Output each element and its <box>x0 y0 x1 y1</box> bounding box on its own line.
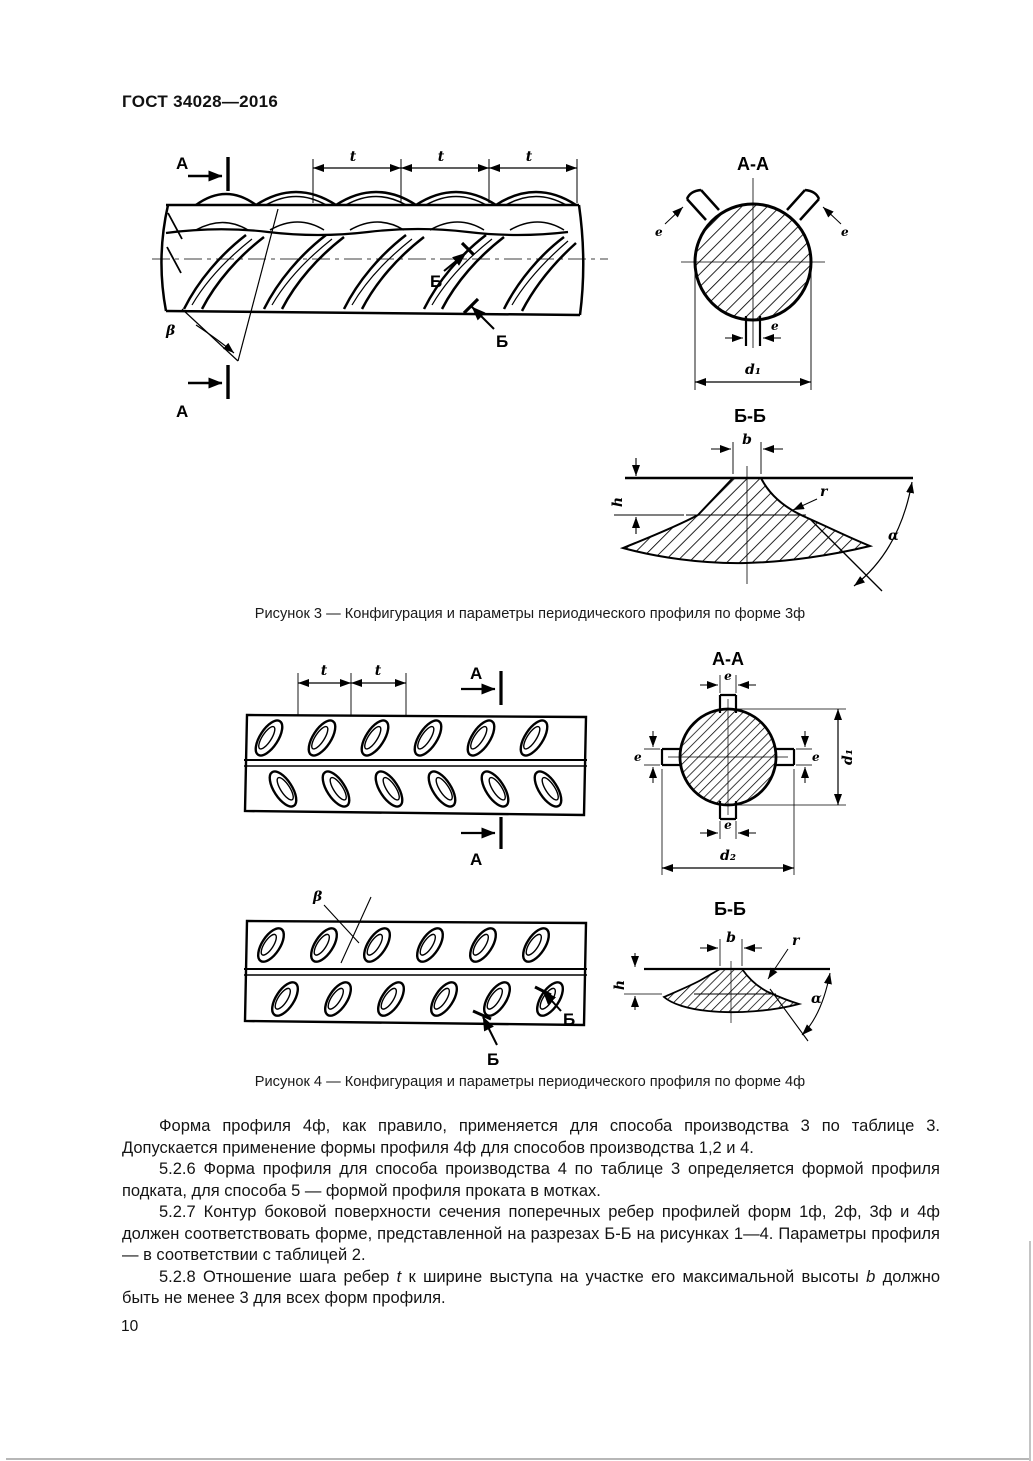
dim-label-e: e <box>655 225 663 239</box>
figure3-main-view <box>138 143 638 438</box>
dim-label-e: e <box>634 750 642 764</box>
figure4-caption: Рисунок 4 — Конфигурация и параметры периодического профиля по форме 4ф <box>254 1074 806 1090</box>
figure3-caption: Рисунок 3 — Конфигурация и параметры периодического профиля по форме 3ф <box>254 606 806 622</box>
dim-e-right <box>796 731 812 783</box>
section-label-b: Б <box>563 1010 576 1029</box>
paragraph-5-2-7: 5.2.7 Контур боковой поверхности сечения поперечных ребер профилей форм 1ф, 2ф, 3ф и 4ф должен соответствовать форме, представленной на разрезах Б-Б на рисунках 1—4. Параметры профиля — в соответствии с таблицей 2. <box>122 1203 940 1264</box>
longitudinal-rib <box>244 760 587 766</box>
standard-header: ГОСТ 34028—2016 <box>122 92 279 111</box>
section-title-aa: А-А <box>737 154 769 174</box>
dim-label-t: t <box>349 149 357 165</box>
alpha-flank-line <box>770 989 808 1041</box>
dim-label-beta: β <box>313 889 323 905</box>
crescent-ribs-bottom-row <box>265 767 567 810</box>
dim-label-t: t <box>437 149 445 165</box>
rib-stub-upper-right <box>787 190 819 220</box>
cross-section-circle <box>681 178 825 348</box>
dim-label-alpha: α <box>888 528 899 544</box>
paragraph-5-2-6: 5.2.6 Форма профиля для способа производства 4 по таблице 3 определяется формой профиля подката, для способа 5 — формой профиля проката в мотках. <box>122 1160 940 1200</box>
section-marker-a-top <box>188 157 228 191</box>
dim-h <box>624 953 662 1010</box>
dim-label-d1: d₁ <box>840 749 856 765</box>
figure4-section-aa <box>628 643 933 908</box>
dim-label-r: r <box>792 933 800 949</box>
r-leader <box>768 949 788 979</box>
paragraph-form-4f: Форма профиля 4ф, как правило, применяется для способа производства 3 по таблице 3. Допускается применение формы профиля 4ф для способов производства 1,2 и 4. <box>122 1117 940 1157</box>
crescent-ribs-top-row <box>253 924 554 966</box>
section-label-a: А <box>176 154 189 173</box>
alpha-arc <box>854 482 912 586</box>
section-title-bb: Б-Б <box>734 406 766 426</box>
dim-label-e: e <box>841 225 849 239</box>
text-run: 5.2.8 Отношение шага ребер <box>159 1267 397 1286</box>
dim-label-t: t <box>374 663 382 679</box>
dim-label-t: t <box>525 149 533 165</box>
figure4-section-bb <box>608 893 943 1071</box>
variable-t: t <box>396 1267 402 1286</box>
scan-edge-bottom <box>6 1458 1029 1460</box>
rib-stub-upper-left <box>687 190 719 220</box>
dim-label-d2: d₂ <box>720 848 736 864</box>
section-marker-a-bottom <box>188 365 228 399</box>
section-marker-b-bottom <box>473 1011 497 1045</box>
rib-profile-shape <box>623 478 870 563</box>
text-run: должно быть не менее 3 для всех форм профиля. <box>122 1267 940 1307</box>
section-title-aa: А-А <box>712 649 744 669</box>
section-label-a: А <box>470 664 483 683</box>
dim-label-h: h <box>612 979 628 991</box>
dim-label-b: b <box>726 930 736 946</box>
body-text <box>122 1116 940 1310</box>
dim-label-e: e <box>771 319 779 333</box>
figure4-bottom-view <box>223 883 628 1088</box>
section-marker-a-bottom <box>461 817 501 849</box>
rebar-body <box>152 192 608 315</box>
dim-label-alpha: α <box>811 991 822 1007</box>
page-number: 10 <box>121 1318 139 1335</box>
dim-label-h: h <box>610 496 626 508</box>
section-label-b: Б <box>496 332 509 351</box>
dim-label-d1: d₁ <box>745 362 761 378</box>
crescent-ribs-bottom-row <box>267 978 568 1020</box>
paragraph-5-2-8 <box>122 1267 940 1310</box>
section-label-a: А <box>470 850 483 869</box>
crescent-ribs-top-row <box>251 716 553 759</box>
variable-b: b <box>866 1267 876 1286</box>
section-label-b: Б <box>487 1050 500 1069</box>
dim-label-b: b <box>742 432 752 448</box>
dim-label-r: r <box>820 484 828 500</box>
cross-section-circle <box>668 699 788 815</box>
dim-label-e: e <box>812 750 820 764</box>
dim-e-right <box>823 207 841 224</box>
dim-label-beta: β <box>166 323 176 339</box>
t-dimension <box>298 673 406 715</box>
figure3-section-aa <box>645 150 945 420</box>
figure3-section-bb <box>598 398 960 610</box>
dim-label-e: e <box>724 818 732 832</box>
longitudinal-rib <box>244 969 587 975</box>
dim-e-left <box>665 207 683 224</box>
text-run: к ширине выступа на участке его максимальной высоты <box>401 1267 867 1286</box>
dim-h <box>614 458 684 534</box>
scan-edge-right <box>1029 1241 1031 1461</box>
r-leader <box>793 499 817 510</box>
section-label-b: Б <box>430 272 443 291</box>
transverse-ribs <box>184 235 576 311</box>
figure4-top-view <box>223 653 628 868</box>
dim-label-e: e <box>724 669 732 683</box>
section-title-bb: Б-Б <box>714 899 746 919</box>
dim-e-left <box>644 731 660 783</box>
rib-profile-shape <box>664 969 799 1012</box>
dim-label-t: t <box>320 663 328 679</box>
section-label-a: А <box>176 402 189 421</box>
